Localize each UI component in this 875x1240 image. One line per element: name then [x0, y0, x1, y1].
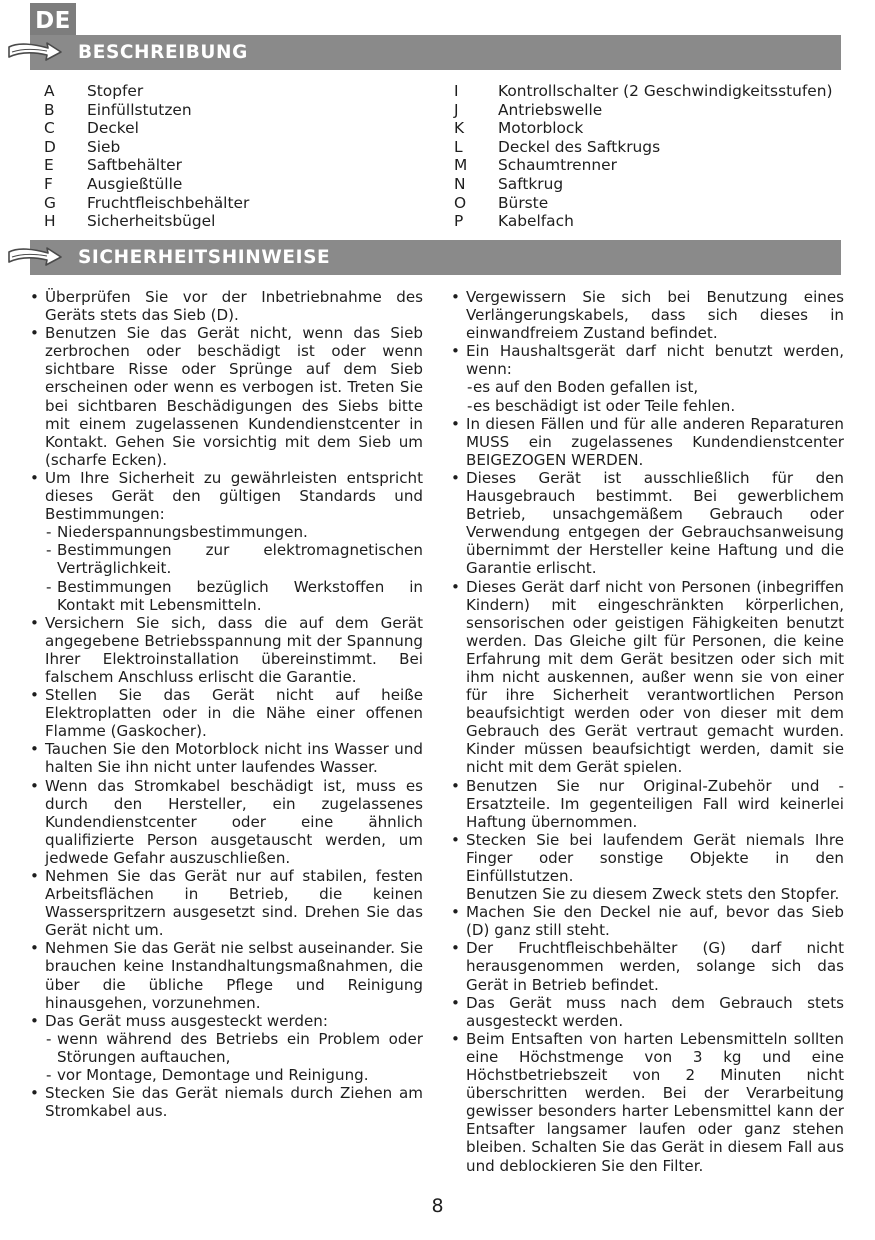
list-item	[44, 101, 249, 120]
section-title: BESCHREIBUNG	[78, 42, 248, 63]
bullet-item: • Das Gerät muss ausgesteckt werden:	[30, 1012, 423, 1030]
item-label: Sieb	[87, 137, 121, 156]
section-header-beschreibung	[30, 35, 841, 70]
item-label: Saftkrug	[498, 174, 564, 193]
item-letter: L	[454, 137, 463, 156]
list-item	[454, 101, 833, 120]
list-item	[454, 82, 833, 101]
bullet-item: • Tauchen Sie den Motorblock nicht ins Wasser und halten Sie ihn nicht unter laufendes Wasser.	[30, 740, 423, 776]
list-item	[454, 212, 833, 231]
bullet-item: • Benutzen Sie das Gerät nicht, wenn das Sieb zerbrochen oder beschädigt ist oder wenn sichtbare Risse oder Sprünge auf dem Sieb erscheinen oder wenn es verbogen ist. Treten Sie bei sichtbaren Beschädigungen des Siebs bitte mit einem zugelassenen Kundendienstcenter in Kontakt. Gehen Sie vorsichtig mit dem Sieb um (scharfe Ecken).	[30, 324, 423, 469]
bullet-item: • Das Gerät muss nach dem Gebrauch stets ausgesteckt werden.	[451, 994, 844, 1030]
safety-column-left	[30, 288, 423, 1120]
item-label: Fruchtfleischbehälter	[87, 193, 250, 212]
bullet-item: • Nehmen Sie das Gerät nie selbst auseinander. Sie brauchen keine Instandhaltungsmaßnahmen, die über die übliche Pflege und Reinigung hinausgehen, vorzunehmen.	[30, 939, 423, 1011]
list-item	[44, 175, 249, 194]
item-label: Deckel	[87, 119, 139, 138]
section-title: SICHERHEITSHINWEISE	[78, 247, 331, 268]
item-label: Kabelfach	[498, 212, 574, 231]
list-item	[44, 212, 249, 231]
note-line: Benutzen Sie zu diesem Zweck stets den Stopfer.	[466, 885, 840, 904]
section-header-sicherheitshinweise	[30, 240, 841, 275]
item-label: Kontrollschalter (2 Geschwindigkeitsstufen)	[498, 82, 833, 100]
item-letter: N	[454, 174, 466, 193]
description-list-right	[454, 82, 833, 231]
bullet-item: • Ein Haushaltsgerät darf nicht benutzt werden, wenn:	[451, 342, 844, 378]
item-letter: I	[454, 82, 459, 100]
item-letter: P	[454, 212, 464, 231]
bullet-item: • Stecken Sie bei laufendem Gerät niemals Ihre Finger oder sonstige Objekte in den Einfüllstutzen.	[451, 831, 844, 885]
bullet-item: • Dieses Gerät darf nicht von Personen (inbegriffen Kindern) mit eingeschränkten körperlichen, sensorischen oder geistigen Fähigkeiten benutzt werden. Das Gleiche gilt für Personen, die keine Erfahrung mit dem Gerät besitzen oder sich mit ihm nicht auskennen, außer wenn sie von einer für ihre Sicherheit verantwortlichen Person beaufsichtigt werden oder von dieser mit dem Gebrauch des Gerät vertraut gemacht wurden. Kinder müssen beaufsichtigt werden, damit sie nicht mit dem Gerät spielen.	[451, 578, 844, 777]
item-letter: O	[454, 193, 467, 212]
list-item	[454, 138, 833, 157]
item-label: Saftbehälter	[87, 156, 182, 175]
sub-item: - Bestimmungen bezüglich Werkstoffen in Kontakt mit Lebensmitteln.	[30, 578, 423, 614]
item-letter: K	[454, 119, 465, 138]
bullet-item: • Stellen Sie das Gerät nicht auf heiße Elektroplatten oder in die Nähe einer offenen Flamme (Gaskocher).	[30, 686, 423, 740]
arrow-icon	[6, 245, 64, 269]
item-letter: M	[454, 156, 468, 175]
list-item	[454, 194, 833, 213]
list-item	[454, 156, 833, 175]
sub-item: - Bestimmungen zur elektromagnetischen Verträglichkeit.	[30, 541, 423, 577]
item-label: Deckel des Saftkrugs	[498, 137, 661, 156]
bullet-item: • Wenn das Stromkabel beschädigt ist, muss es durch den Hersteller, ein zugelassenes Kundendienstcenter oder eine ähnlich qualifizierte Person ausgetauscht werden, um jedwede Gefahr auszuschließen.	[30, 777, 423, 867]
list-item	[44, 119, 249, 138]
sub-item: - vor Montage, Demontage und Reinigung.	[30, 1066, 423, 1084]
list-item	[44, 82, 249, 101]
language-tab: DE	[30, 3, 76, 37]
bullet-item: • Machen Sie den Deckel nie auf, bevor das Sieb (D) ganz still steht.	[451, 903, 844, 939]
sub-item: - wenn während des Betriebs ein Problem oder Störungen auftauchen,	[30, 1030, 423, 1066]
item-letter: H	[44, 212, 56, 231]
item-label: Einfüllstutzen	[87, 100, 192, 119]
page-number: 8	[431, 1195, 444, 1217]
item-letter: E	[44, 156, 54, 175]
bullet-item: • Dieses Gerät ist ausschließlich für den Hausgebrauch bestimmt. Bei gewerblichem Betrieb, unsachgemäßem Gebrauch oder Verwendung entgegen der Gebrauchsanweisung übernimmt der Hersteller keine Haftung und die Garantie erlischt.	[451, 469, 844, 578]
item-letter: F	[44, 174, 53, 193]
bullet-item: • Nehmen Sie das Gerät nur auf stabilen, festen Arbeitsflächen in Betrieb, die keinen Wasserspritzern ausgesetzt sind. Drehen Sie das Gerät nicht um.	[30, 867, 423, 939]
bullet-item: • Beim Entsaften von harten Lebensmitteln sollten eine Höchstmenge von 3 kg und eine Höchstbetriebszeit von 2 Minuten nicht überschritten werden. Bei der Verarbeitung gewisser besonders harter Lebensmittel kann der Entsafter langsamer laufen oder ganz stehen bleiben. Schalten Sie das Gerät in diesem Fall aus und deblockieren Sie den Filter.	[451, 1030, 844, 1175]
bullet-item: • In diesen Fällen und für alle anderen Reparaturen MUSS ein zugelassenes Kundendienstcenter BEIGEZOGEN WERDEN.	[451, 415, 844, 469]
bullet-item: • Versichern Sie sich, dass die auf dem Gerät angegebene Betriebsspannung mit der Spannung Ihrer Elektroinstallation übereinstimmt. Bei falschem Anschluss erlischt die Garantie.	[30, 614, 423, 686]
item-label: Stopfer	[87, 82, 144, 100]
bullet-item: • Stecken Sie das Gerät niemals durch Ziehen am Stromkabel aus.	[30, 1084, 423, 1120]
list-item	[454, 175, 833, 194]
sub-item: - es auf den Boden gefallen ist,	[451, 378, 844, 396]
item-letter: J	[454, 100, 459, 119]
description-list-left	[44, 82, 249, 231]
item-label: Antriebswelle	[498, 100, 603, 119]
safety-column-right	[451, 288, 844, 1175]
list-item	[44, 194, 249, 213]
bullet-item: • Um Ihre Sicherheit zu gewährleisten entspricht dieses Gerät den gültigen Standards und Bestimmungen:	[30, 469, 423, 523]
sub-item: - es beschädigt ist oder Teile fehlen.	[451, 397, 844, 415]
item-label: Bürste	[498, 193, 549, 212]
item-label: Sicherheitsbügel	[87, 212, 216, 231]
bullet-item: • Benutzen Sie nur Original-Zubehör und -Ersatzteile. Im gegenteiligen Fall wird keinerlei Haftung übernommen.	[451, 777, 844, 831]
bullet-item: • Vergewissern Sie sich bei Benutzung eines Verlängerungskabels, dass sich dieses in einwandfreiem Zustand befindet.	[451, 288, 844, 342]
bullet-item: • Überprüfen Sie vor der Inbetriebnahme des Geräts stets das Sieb (D).	[30, 288, 423, 324]
bullet-item: • Der Fruchtfleischbehälter (G) darf nicht herausgenommen werden, solange sich das Gerät in Betrieb befindet.	[451, 939, 844, 993]
item-label: Motorblock	[498, 119, 584, 138]
item-label: Ausgießtülle	[87, 174, 183, 193]
list-item	[44, 156, 249, 175]
item-letter: C	[44, 119, 55, 138]
list-item	[454, 119, 833, 138]
arrow-icon	[6, 40, 64, 64]
item-letter: A	[44, 82, 55, 100]
item-letter: G	[44, 193, 56, 212]
list-item	[44, 138, 249, 157]
item-letter: D	[44, 137, 56, 156]
sub-item: - Niederspannungsbestimmungen.	[30, 523, 423, 541]
item-label: Schaumtrenner	[498, 156, 617, 175]
item-letter: B	[44, 100, 55, 119]
